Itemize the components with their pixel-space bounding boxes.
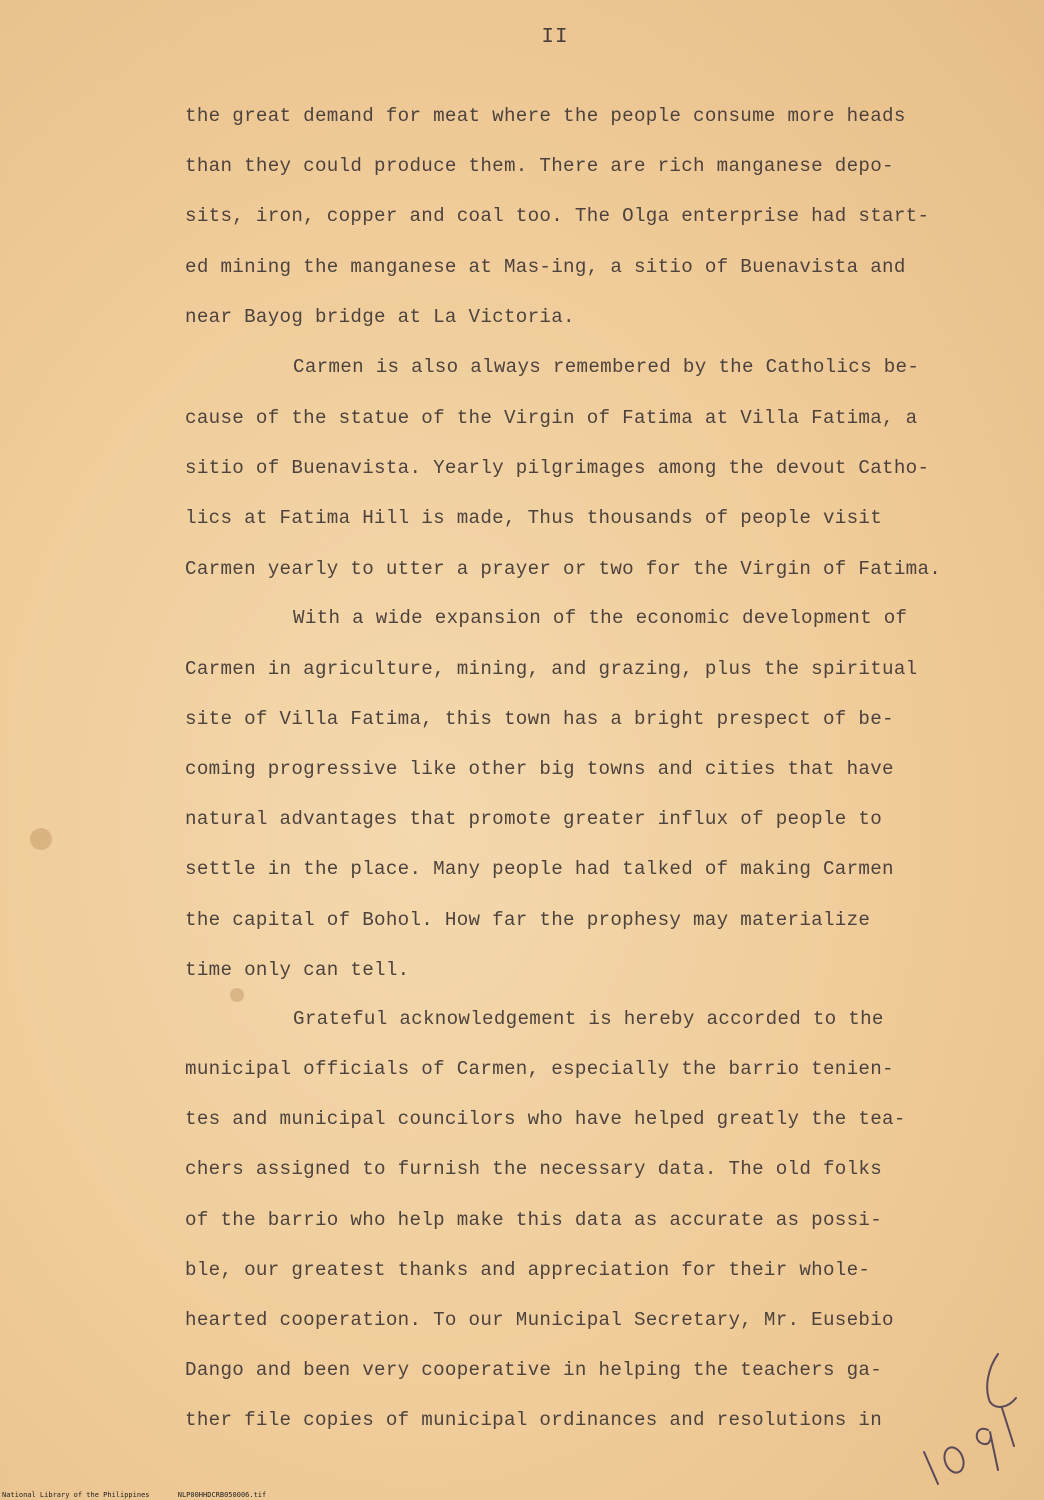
- text-line: municipal officials of Carmen, especially the barrio tenien-: [185, 1058, 894, 1080]
- text-line: sitio of Buenavista. Yearly pilgrimages among the devout Catho-: [185, 457, 930, 479]
- text-line: Carmen yearly to utter a prayer or two for the Virgin of Fatima.: [185, 558, 942, 580]
- text-line: site of Villa Fatima, this town has a bright prespect of be-: [185, 708, 894, 730]
- text-line: than they could produce them. There are rich manganese depo-: [185, 155, 894, 177]
- text-line: tes and municipal councilors who have helped greatly the tea-: [185, 1108, 906, 1130]
- text-line: near Bayog bridge at La Victoria.: [185, 306, 575, 328]
- footer-file-id: NLP00HHDCRB050006.tif: [177, 1491, 267, 1499]
- text-line: time only can tell.: [185, 959, 410, 981]
- scan-footer: [2, 1491, 290, 1499]
- text-line: Dango and been very cooperative in helping the teachers ga-: [185, 1359, 883, 1381]
- text-line: sits, iron, copper and coal too. The Olga enterprise had start-: [185, 205, 930, 227]
- text-line: the capital of Bohol. How far the prophesy may materialize: [185, 909, 871, 931]
- text-line: settle in the place. Many people had talked of making Carmen: [185, 858, 894, 880]
- text-line: ble, our greatest thanks and appreciation for their whole-: [185, 1259, 871, 1281]
- text-line: Carmen in agriculture, mining, and grazing, plus the spiritual: [185, 658, 918, 680]
- text-line: the great demand for meat where the people consume more heads: [185, 105, 906, 127]
- text-line: natural advantages that promote greater influx of people to: [185, 808, 883, 830]
- text-line: lics at Fatima Hill is made, Thus thousands of people visit: [185, 507, 883, 529]
- text-line: hearted cooperation. To our Municipal Secretary, Mr. Eusebio: [185, 1309, 894, 1331]
- text-line: Carmen is also always remembered by the Catholics be-: [293, 356, 920, 378]
- footer-library: National Library of the Philippines: [2, 1491, 150, 1499]
- handwritten-page-number: [918, 1348, 1028, 1488]
- text-line: coming progressive like other big towns and cities that have: [185, 758, 894, 780]
- text-line: cause of the statue of the Virgin of Fatima at Villa Fatima, a: [185, 407, 918, 429]
- text-line: ther file copies of municipal ordinances and resolutions in: [185, 1409, 883, 1431]
- text-line: of the barrio who help make this data as accurate as possi-: [185, 1209, 883, 1231]
- text-line: Grateful acknowledgement is hereby accorded to the: [293, 1008, 884, 1030]
- text-line: With a wide expansion of the economic development of: [293, 607, 908, 629]
- page-number: II: [541, 26, 569, 49]
- text-line: ed mining the manganese at Mas-ing, a sitio of Buenavista and: [185, 256, 906, 278]
- paper-stain: [230, 988, 244, 1002]
- text-line: chers assigned to furnish the necessary data. The old folks: [185, 1158, 883, 1180]
- paper-stain: [30, 828, 52, 850]
